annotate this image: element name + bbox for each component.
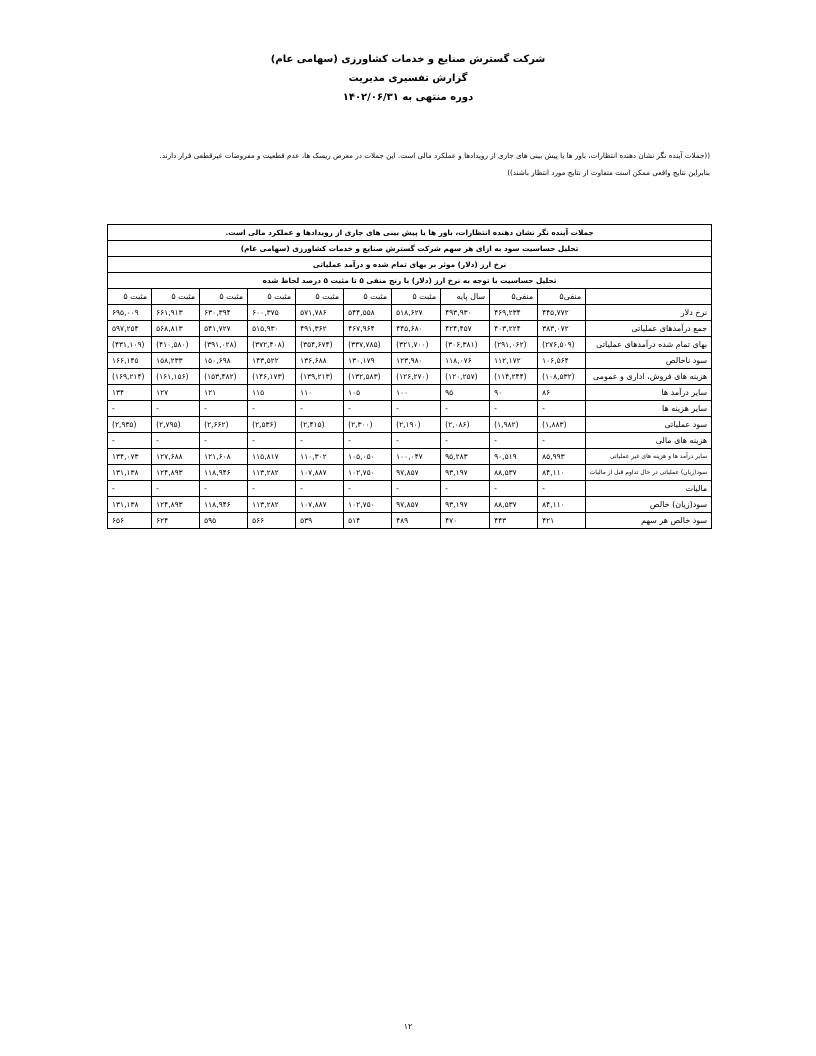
value-cell: ۱۰۲,۷۵۰ xyxy=(344,465,392,481)
row-label: مالیات xyxy=(586,481,712,497)
value-cell: - xyxy=(296,481,344,497)
company-name: شرکت گسترش صنایع و خدمات کشاورزی (سهامی عام) xyxy=(270,54,546,65)
row-label: سایر درآمد ها و هزینه های غیر عملیاتی xyxy=(586,449,712,465)
value-cell: - xyxy=(392,433,441,449)
value-cell: ۱۱۸,۹۴۶ xyxy=(200,497,248,513)
value-cell: ۱۲۴,۸۹۳ xyxy=(152,465,200,481)
column-header: مثبت ۵ xyxy=(108,289,152,305)
value-cell: ۵۳۹ xyxy=(296,513,344,529)
value-cell: ۵۱۴ xyxy=(344,513,392,529)
value-cell: ۸۴,۱۱۰ xyxy=(538,497,586,513)
value-cell: (۱۲۰,۲۵۷) xyxy=(441,369,490,385)
value-cell: ۵۶۶ xyxy=(248,513,296,529)
value-cell: ۱۲۱ xyxy=(200,385,248,401)
report-title: گزارش تفسیری مدیریت xyxy=(348,73,468,84)
column-header: منفی۵ xyxy=(490,289,538,305)
table-title-row xyxy=(108,241,712,257)
table-title-row xyxy=(108,273,712,289)
value-cell: ۵۱۸,۶۲۷ xyxy=(392,305,441,321)
column-header: مثبت ۵ xyxy=(152,289,200,305)
table-row xyxy=(108,369,712,385)
value-cell: ۸۵,۹۹۳ xyxy=(538,449,586,465)
value-cell: (۱,۸۸۳) xyxy=(538,417,586,433)
value-cell: - xyxy=(490,433,538,449)
value-cell: ۶۳۰,۳۹۴ xyxy=(200,305,248,321)
value-cell: ۱۲۷ xyxy=(152,385,200,401)
value-cell: ۴۶۹,۲۳۴ xyxy=(490,305,538,321)
value-cell: ۵۴۱,۷۲۷ xyxy=(200,321,248,337)
value-cell: - xyxy=(152,401,200,417)
sensitivity-table xyxy=(107,224,712,529)
value-cell: ۹۳,۱۹۷ xyxy=(441,465,490,481)
table-row xyxy=(108,449,712,465)
row-label: سود(زیان) خالص xyxy=(586,497,712,513)
value-cell: ۱۱۲,۱۷۲ xyxy=(490,353,538,369)
value-cell: ۱۱۰,۳۰۲ xyxy=(296,449,344,465)
value-cell: ۱۰۵,۰۵۰ xyxy=(344,449,392,465)
value-cell: (۲,۶۶۲) xyxy=(200,417,248,433)
value-cell: ۱۳۰,۱۷۹ xyxy=(344,353,392,369)
table-row xyxy=(108,433,712,449)
value-cell: - xyxy=(392,481,441,497)
table-title-row xyxy=(108,225,712,241)
value-cell: ۸۴,۱۱۰ xyxy=(538,465,586,481)
value-cell: - xyxy=(490,481,538,497)
value-cell: ۱۲۴,۸۹۳ xyxy=(152,497,200,513)
row-label: سود ناخالص xyxy=(586,353,712,369)
value-cell: ۴۶۷,۹۶۴ xyxy=(344,321,392,337)
value-cell: ۱۲۷,۶۸۸ xyxy=(152,449,200,465)
value-cell: ۱۰۲,۷۵۰ xyxy=(344,497,392,513)
value-cell: ۵۷۱,۷۸۶ xyxy=(296,305,344,321)
value-cell: ۱۲۱,۶۰۸ xyxy=(200,449,248,465)
note-line-2: بنابراین نتایج واقعی ممکن است متفاوت از نتایج مورد انتظار باشند)) xyxy=(507,168,710,177)
value-cell: (۳۷۲,۴۰۸) xyxy=(248,337,296,353)
value-cell: - xyxy=(441,433,490,449)
value-cell: - xyxy=(441,401,490,417)
value-cell: ۱۳۱,۱۳۸ xyxy=(108,497,152,513)
value-cell: (۳۹۱,۰۲۸) xyxy=(200,337,248,353)
value-cell: ۹۳,۱۹۷ xyxy=(441,497,490,513)
value-cell: ۴۴۵,۶۸۰ xyxy=(392,321,441,337)
row-label: سود(زیان) عملیاتی در حال تداوم قبل از مالیات xyxy=(586,465,712,481)
value-cell: (۲,۰۸۶) xyxy=(441,417,490,433)
value-cell: - xyxy=(200,481,248,497)
table-row xyxy=(108,305,712,321)
value-cell: ۵۹۵ xyxy=(200,513,248,529)
value-cell: ۶۵۶ xyxy=(108,513,152,529)
table-header-row xyxy=(108,289,712,305)
value-cell: - xyxy=(538,481,586,497)
row-label: سایر هزینه ها xyxy=(586,401,712,417)
column-header: مثبت ۵ xyxy=(248,289,296,305)
row-label: جمع درآمدهای عملیاتی xyxy=(586,321,712,337)
table-row xyxy=(108,481,712,497)
column-header: مثبت ۵ xyxy=(344,289,392,305)
value-cell: (۲۹۱,۰۶۲) xyxy=(490,337,538,353)
value-cell: ۶۶۱,۹۱۳ xyxy=(152,305,200,321)
value-cell: - xyxy=(248,401,296,417)
value-cell: ۸۸,۵۳۷ xyxy=(490,497,538,513)
table-title: تحلیل حساسیت با توجه به نرخ ارز (دلار) با رنج منفی ۵ تا مثبت ۵ درصد لحاظ شده xyxy=(108,273,712,289)
forward-looking-note xyxy=(120,147,710,181)
column-header: مثبت ۵ xyxy=(200,289,248,305)
value-cell: - xyxy=(344,401,392,417)
value-cell: ۱۵۸,۲۳۳ xyxy=(152,353,200,369)
value-cell: ۱۶۶,۱۴۵ xyxy=(108,353,152,369)
value-cell: (۳۳۷,۷۸۵) xyxy=(344,337,392,353)
value-cell: ۱۱۵,۸۱۷ xyxy=(248,449,296,465)
value-cell: ۴۹۱,۳۶۲ xyxy=(296,321,344,337)
table-row xyxy=(108,497,712,513)
value-cell: (۲۷۶,۵۰۹) xyxy=(538,337,586,353)
value-cell: ۶۹۵,۰۰۹ xyxy=(108,305,152,321)
value-cell: (۱۱۴,۲۴۴) xyxy=(490,369,538,385)
value-cell: - xyxy=(108,401,152,417)
value-cell: ۴۲۴,۴۵۷ xyxy=(441,321,490,337)
value-cell: (۱۰۸,۵۳۲) xyxy=(538,369,586,385)
value-cell: ۹۷,۸۵۷ xyxy=(392,465,441,481)
value-cell: - xyxy=(152,433,200,449)
value-cell: ۴۷۰ xyxy=(441,513,490,529)
value-cell: ۵۱۵,۹۳۰ xyxy=(248,321,296,337)
row-label: سایر درآمد ها xyxy=(586,385,712,401)
value-cell: ۱۱۸,۹۴۶ xyxy=(200,465,248,481)
value-cell: ۵۹۷,۲۵۴ xyxy=(108,321,152,337)
page-number: ۱۲ xyxy=(403,1022,413,1031)
value-cell: - xyxy=(538,433,586,449)
value-cell: ۱۰۷,۸۸۷ xyxy=(296,465,344,481)
value-cell: ۱۱۵ xyxy=(248,385,296,401)
value-cell: (۱۵۳,۴۸۲) xyxy=(200,369,248,385)
value-cell: ۹۰,۵۱۹ xyxy=(490,449,538,465)
value-cell: (۲,۷۹۵) xyxy=(152,417,200,433)
value-cell: - xyxy=(200,433,248,449)
table-row xyxy=(108,321,712,337)
value-cell: - xyxy=(248,481,296,497)
table-title-row xyxy=(108,257,712,273)
value-cell: (۲,۵۳۶) xyxy=(248,417,296,433)
table-row xyxy=(108,337,712,353)
value-cell: - xyxy=(108,433,152,449)
value-cell: ۴۴۳ xyxy=(490,513,538,529)
value-cell: - xyxy=(344,433,392,449)
row-label: هزینه های مالی xyxy=(586,433,712,449)
value-cell: (۲,۳۰۰) xyxy=(344,417,392,433)
value-cell: - xyxy=(538,401,586,417)
value-cell: ۱۰۶,۵۶۴ xyxy=(538,353,586,369)
table-title: تحلیل حساسیت سود به ازای هر سهم شرکت گسترش صنایع و خدمات کشاورزی (سهامی عام) xyxy=(108,241,712,257)
row-label: بهای تمام شده درآمدهای عملیاتی xyxy=(586,337,712,353)
value-cell: ۹۷,۸۵۷ xyxy=(392,497,441,513)
value-cell: - xyxy=(441,481,490,497)
report-header xyxy=(0,50,816,107)
value-cell: ۱۱۳,۲۸۲ xyxy=(248,497,296,513)
value-cell: - xyxy=(248,433,296,449)
table-title: جملات آینده نگر نشان دهنده انتظارات، باور ها یا پیش بینی های جاری از رویدادها و عملکرد مالی است. xyxy=(108,225,712,241)
value-cell: ۱۴۳,۵۲۲ xyxy=(248,353,296,369)
value-cell: - xyxy=(392,401,441,417)
value-cell: ۶۰۰,۳۷۵ xyxy=(248,305,296,321)
value-cell: (۴۳۱,۱۰۹) xyxy=(108,337,152,353)
value-cell: ۱۲۳,۹۸۰ xyxy=(392,353,441,369)
value-cell: - xyxy=(296,401,344,417)
value-cell: (۱۲۶,۲۷۰) xyxy=(392,369,441,385)
value-cell: ۸۸,۵۳۷ xyxy=(490,465,538,481)
value-cell: ۸۶ xyxy=(538,385,586,401)
table-row xyxy=(108,417,712,433)
value-cell: ۱۰۷,۸۸۷ xyxy=(296,497,344,513)
value-cell: ۵۶۸,۸۱۳ xyxy=(152,321,200,337)
value-cell: (۱,۹۸۲) xyxy=(490,417,538,433)
value-cell: ۹۰ xyxy=(490,385,538,401)
value-cell: (۳۰۶,۳۸۱) xyxy=(441,337,490,353)
value-cell: ۱۳۴ xyxy=(108,385,152,401)
value-cell: (۴۱۰,۵۸۰) xyxy=(152,337,200,353)
value-cell: ۱۳۴,۰۷۳ xyxy=(108,449,152,465)
value-cell: ۴۰۳,۲۲۴ xyxy=(490,321,538,337)
value-cell: (۲,۹۳۵) xyxy=(108,417,152,433)
value-cell: ۳۸۳,۰۷۲ xyxy=(538,321,586,337)
column-header: سال پایه xyxy=(441,289,490,305)
table-row xyxy=(108,401,712,417)
value-cell: ۵۴۴,۵۵۸ xyxy=(344,305,392,321)
table-row xyxy=(108,353,712,369)
value-cell: ۱۱۸,۰۷۶ xyxy=(441,353,490,369)
value-cell: ۱۱۳,۲۸۲ xyxy=(248,465,296,481)
value-cell: ۶۲۴ xyxy=(152,513,200,529)
header-corner-cell xyxy=(586,289,712,305)
value-cell: (۲,۱۹۰) xyxy=(392,417,441,433)
value-cell: - xyxy=(296,433,344,449)
column-header: مثبت ۵ xyxy=(392,289,441,305)
value-cell: ۴۸۹ xyxy=(392,513,441,529)
value-cell: ۴۴۵,۷۷۲ xyxy=(538,305,586,321)
value-cell: (۱۶۱,۱۵۶) xyxy=(152,369,200,385)
value-cell: (۱۳۹,۲۱۳) xyxy=(296,369,344,385)
value-cell: (۳۵۴,۶۷۴) xyxy=(296,337,344,353)
table-row xyxy=(108,465,712,481)
value-cell: ۱۵۰,۶۹۸ xyxy=(200,353,248,369)
value-cell: ۱۳۶,۶۸۸ xyxy=(296,353,344,369)
column-header: منفی۵ xyxy=(538,289,586,305)
value-cell: (۳۲۱,۷۰۰) xyxy=(392,337,441,353)
value-cell: - xyxy=(152,481,200,497)
row-label: سود خالص هر سهم xyxy=(586,513,712,529)
table-row xyxy=(108,385,712,401)
value-cell: ۱۰۰ xyxy=(392,385,441,401)
value-cell: ۱۰۰,۰۴۷ xyxy=(392,449,441,465)
row-label: سود عملیاتی xyxy=(586,417,712,433)
value-cell: ۴۲۱ xyxy=(538,513,586,529)
table-row xyxy=(108,513,712,529)
value-cell: (۲,۴۱۵) xyxy=(296,417,344,433)
value-cell: (۱۴۶,۱۷۳) xyxy=(248,369,296,385)
report-period: دوره منتهی به ۱۴۰۲/۰۶/۳۱ xyxy=(342,92,474,103)
value-cell: - xyxy=(344,481,392,497)
row-label: هزینه های فروش، اداری و عمومی xyxy=(586,369,712,385)
value-cell: ۱۰۵ xyxy=(344,385,392,401)
column-header: مثبت ۵ xyxy=(296,289,344,305)
value-cell: ۱۱۰ xyxy=(296,385,344,401)
value-cell: ۹۵,۲۸۳ xyxy=(441,449,490,465)
value-cell: - xyxy=(200,401,248,417)
value-cell: (۱۳۲,۵۸۳) xyxy=(344,369,392,385)
value-cell: (۱۶۹,۲۱۴) xyxy=(108,369,152,385)
value-cell: ۹۵ xyxy=(441,385,490,401)
value-cell: - xyxy=(490,401,538,417)
value-cell: ۴۹۳,۹۳۰ xyxy=(441,305,490,321)
value-cell: ۱۳۱,۱۳۸ xyxy=(108,465,152,481)
note-line-1: ((جملات آینده نگر نشان دهنده انتظارات، باور ها یا پیش بینی های جاری از رویدادها و عملکرد مالی است. این جملات در معرض ریسک ها، عدم قطعیت و مفروضات غیرقطعی قرار دارند. xyxy=(159,151,710,160)
value-cell: - xyxy=(108,481,152,497)
table-title: نرخ ارز (دلار) موثر بر بهای تمام شده و درآمد عملیاتی xyxy=(108,257,712,273)
row-label: نرخ دلار xyxy=(586,305,712,321)
